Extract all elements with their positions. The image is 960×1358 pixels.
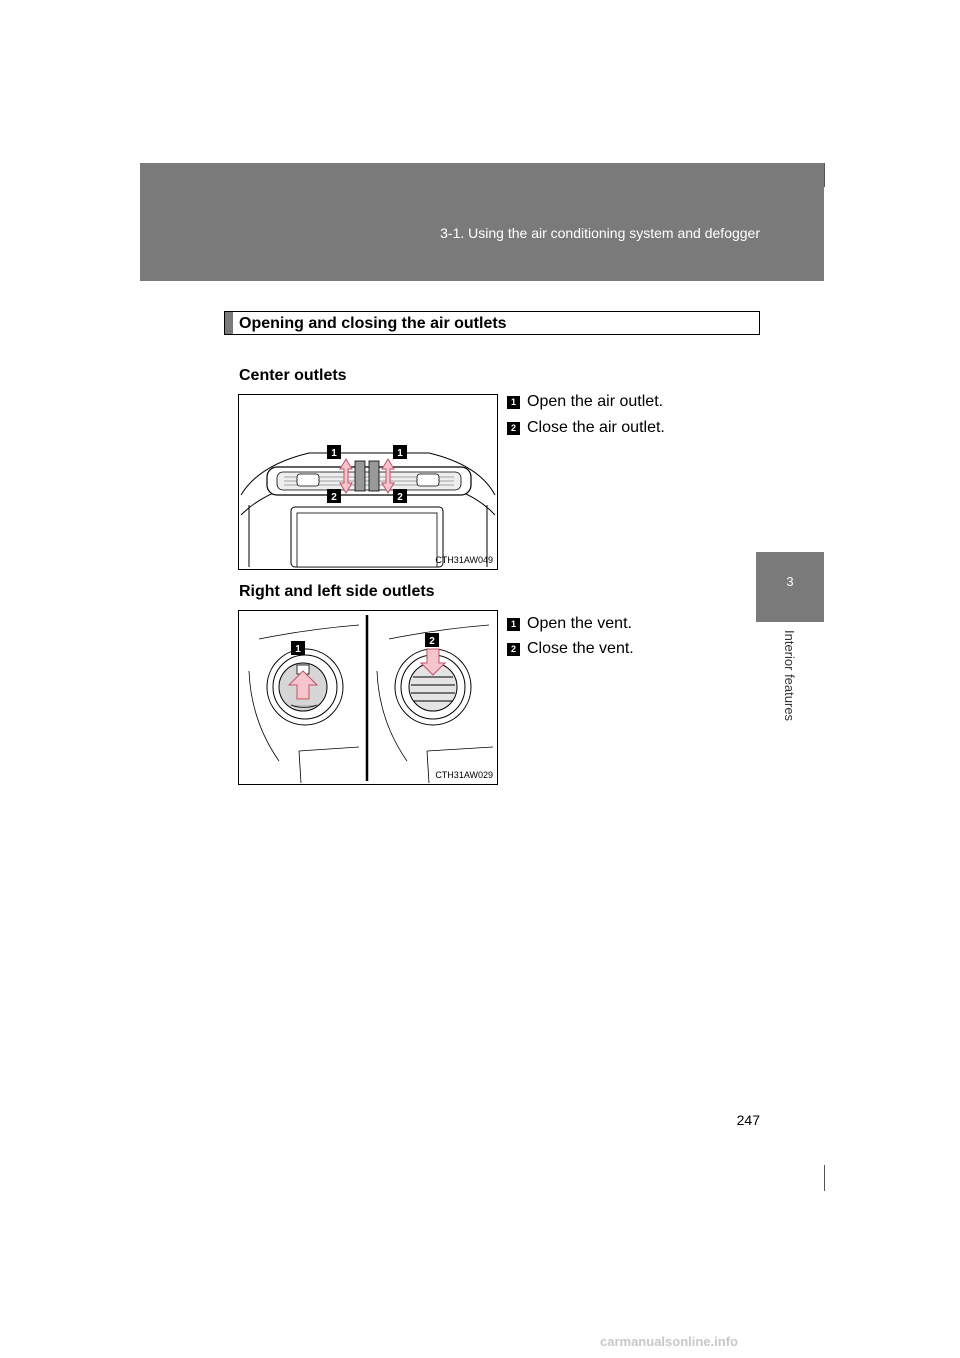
section-bar-accent — [225, 312, 233, 334]
step-text: Close the air outlet. — [527, 419, 665, 436]
step-text: Open the vent. — [527, 615, 632, 632]
side-outlets-figure — [238, 610, 498, 785]
section-title-bar — [224, 311, 760, 335]
center-callout-1a: 1 — [331, 448, 337, 459]
crop-mark-bottom — [824, 1165, 825, 1191]
chapter-number: 3 — [786, 574, 794, 589]
center-callout-2a: 2 — [331, 492, 337, 503]
side-step-2 — [507, 640, 634, 658]
chapter-label: Interior features — [782, 630, 797, 722]
step-number-badge: 2 — [507, 643, 520, 656]
center-outlets-illustration — [239, 395, 497, 569]
chapter-side-label-area — [756, 622, 824, 742]
center-step-1 — [507, 393, 663, 411]
section-title: Opening and closing the air outlets — [239, 315, 507, 332]
center-callout-1b: 1 — [397, 448, 403, 459]
center-figure-code: CTH31AW049 — [435, 555, 493, 565]
side-callout-1: 1 — [295, 644, 301, 655]
crop-mark-top — [824, 163, 825, 187]
side-step-1 — [507, 615, 632, 633]
step-text: Open the air outlet. — [527, 393, 664, 410]
center-outlets-figure — [238, 394, 498, 570]
page-number: 247 — [736, 1112, 760, 1128]
step-number-badge: 1 — [507, 618, 520, 631]
chapter-header-band — [140, 163, 824, 281]
running-header-title: 3-1. Using the air conditioning system and defogger — [440, 225, 760, 241]
step-number-badge: 1 — [507, 396, 520, 409]
footer-watermark: carmanualsonline.info — [600, 1334, 738, 1349]
step-text: Close the vent. — [527, 640, 634, 657]
side-outlets-heading: Right and left side outlets — [239, 583, 435, 600]
side-callout-2: 2 — [429, 636, 435, 647]
step-number-badge: 2 — [507, 422, 520, 435]
center-outlets-heading: Center outlets — [239, 367, 347, 384]
center-step-2 — [507, 419, 665, 437]
center-callout-2b: 2 — [397, 492, 403, 503]
chapter-tab — [756, 552, 824, 622]
side-outlets-illustration — [239, 611, 497, 784]
side-figure-code: CTH31AW029 — [435, 770, 493, 780]
